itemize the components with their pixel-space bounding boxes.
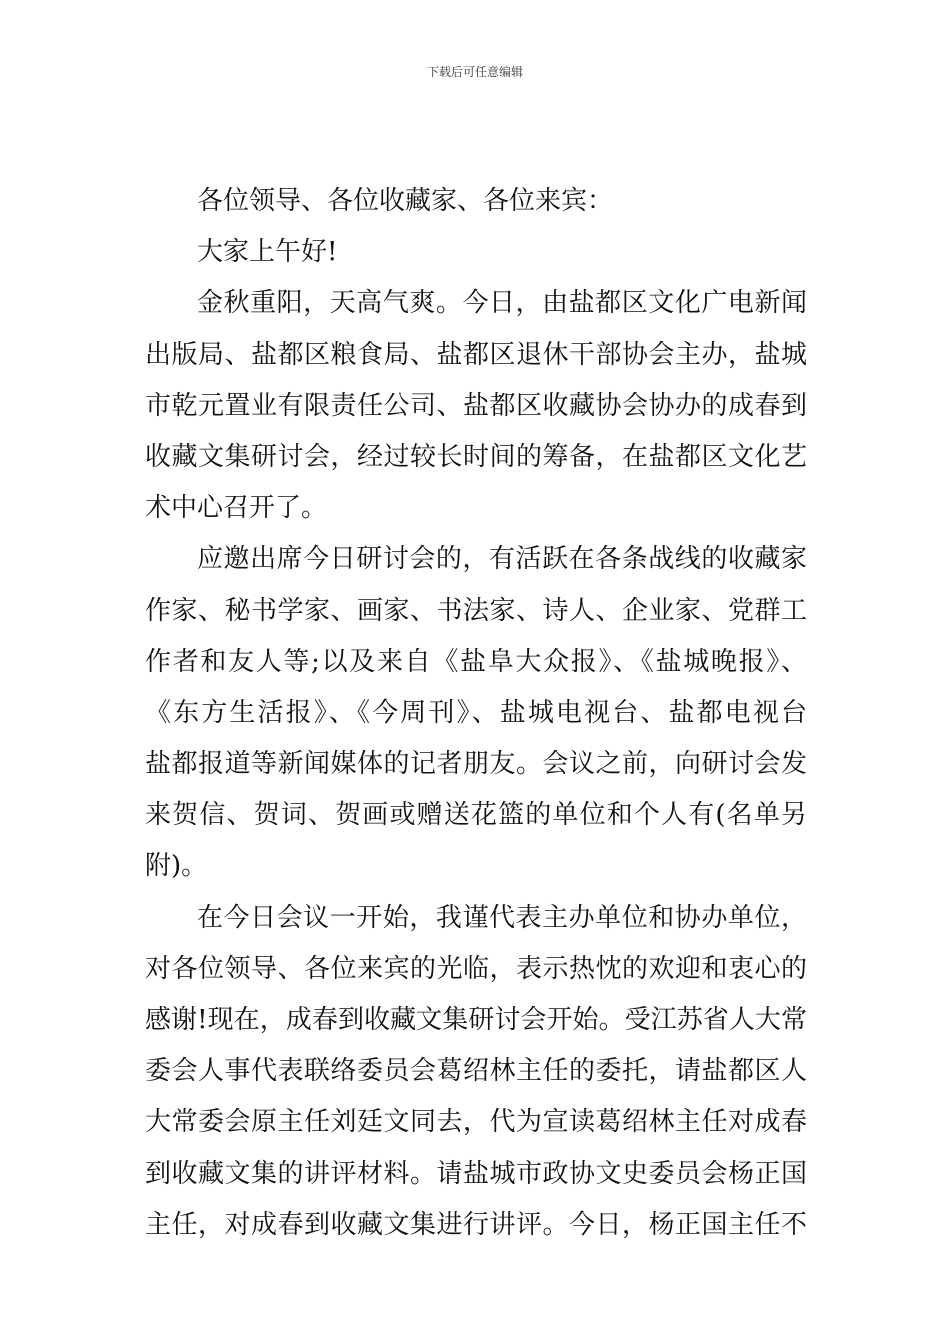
paragraph-2-line-2: 作家、秘书学家、画家、书法家、诗人、企业家、党群工 (145, 595, 807, 626)
paragraph-1-line-3: 市乾元置业有限责任公司、盐都区收藏协会协办的成春到 (145, 390, 807, 421)
paragraph-3-line-2: 对各位领导、各位来宾的光临，表示热忱的欢迎和衷心的 (145, 953, 807, 984)
salutation-line: 各位领导、各位收藏家、各位来宾： (197, 186, 614, 216)
greeting-line: 大家上午好! (197, 237, 338, 268)
paragraph-2-line-7: 附)。 (145, 851, 208, 882)
paragraph-3-line-7: 主任，对成春到收藏文集进行讲评。今日，杨正国主任不 (145, 1209, 807, 1240)
paragraph-2-line-6: 来贺信、贺词、贺画或赠送花篮的单位和个人有(名单另 (145, 800, 807, 831)
paragraph-2-line-1: 应邀出席今日研讨会的，有活跃在各条战线的收藏家 (197, 544, 807, 575)
paragraph-1-line-4: 收藏文集研讨会，经过较长时间的筹备，在盐都区文化艺 (145, 441, 807, 472)
paragraph-3-line-4: 委会人事代表联络委员会葛绍林主任的委托，请盐都区人 (145, 1056, 807, 1087)
paragraph-1-line-5: 术中心召开了。 (145, 493, 328, 524)
page-header: 下载后可任意编辑 (426, 65, 523, 79)
paragraph-1-line-1: 金秋重阳，天高气爽。今日，由盐都区文化广电新闻 (197, 288, 807, 319)
paragraph-1-line-2: 出版局、盐都区粮食局、盐都区退休干部协会主办，盐城 (145, 339, 807, 370)
paragraph-2-line-4: 《东方生活报》、《今周刊》、盐城电视台、盐都电视台 (145, 697, 807, 728)
paragraph-2-line-3: 作者和友人等;以及来自《盐阜大众报》、《盐城晚报》、 (145, 646, 807, 677)
paragraph-3-line-6: 到收藏文集的讲评材料。请盐城市政协文史委员会杨正国 (145, 1158, 807, 1189)
paragraph-3-line-3: 感谢!现在，成春到收藏文集研讨会开始。受江苏省人大常 (145, 1005, 807, 1035)
document-body (145, 176, 807, 1251)
paragraph-3-line-5: 大常委会原主任刘廷文同去，代为宣读葛绍林主任对成春 (145, 1107, 807, 1138)
paragraph-2-line-5: 盐都报道等新闻媒体的记者朋友。会议之前，向研讨会发 (145, 749, 807, 780)
paragraph-3-line-1: 在今日会议一开始，我谨代表主办单位和协办单位， (197, 902, 807, 933)
